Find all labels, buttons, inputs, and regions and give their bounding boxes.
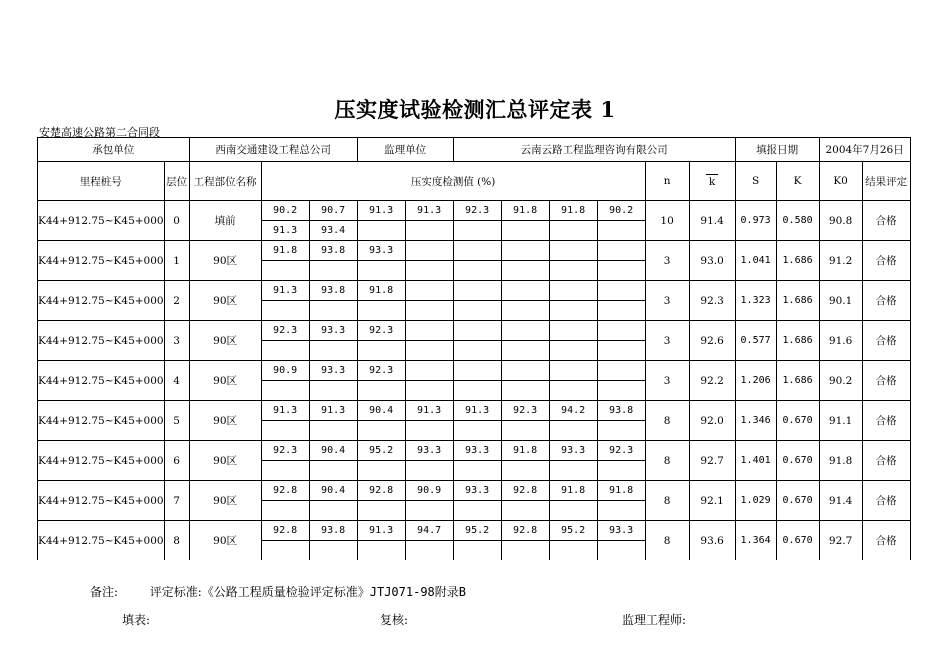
layer-cell: 6: [164, 441, 189, 481]
value-cell: [453, 501, 501, 521]
value-cell: [261, 421, 309, 441]
part-cell: 90区: [189, 361, 261, 401]
station-cell: K44+912.75~K45+000: [38, 361, 165, 401]
value-cell: [261, 261, 309, 281]
n-cell: 8: [645, 401, 689, 441]
n-cell: 3: [645, 321, 689, 361]
value-cell: [405, 501, 453, 521]
table-row: [38, 481, 911, 501]
value-cell: [501, 301, 549, 321]
k-mean-cell: 93.0: [689, 241, 735, 281]
s-cell: 1.401: [735, 441, 776, 481]
value-cell: [597, 381, 645, 401]
part-cell: 90区: [189, 521, 261, 561]
value-cell: 91.3: [453, 401, 501, 421]
station-cell: K44+912.75~K45+000: [38, 241, 165, 281]
col-layer: 层位: [164, 162, 189, 201]
result-cell: 合格: [862, 481, 910, 521]
value-cell: 92.3: [261, 321, 309, 341]
table-row: [38, 401, 911, 421]
result-cell: 合格: [862, 401, 910, 441]
value-cell: 91.8: [261, 241, 309, 261]
result-cell: 合格: [862, 521, 910, 561]
value-cell: [597, 361, 645, 381]
k-mean-cell: 93.6: [689, 521, 735, 561]
value-cell: 90.9: [261, 361, 309, 381]
value-cell: [597, 301, 645, 321]
value-cell: [501, 221, 549, 241]
value-cell: [549, 501, 597, 521]
part-cell: 90区: [189, 281, 261, 321]
value-cell: 90.9: [405, 481, 453, 501]
subtitle-prefix: 安楚高速公路第: [39, 126, 116, 139]
value-cell: [549, 361, 597, 381]
value-cell: 93.3: [309, 361, 357, 381]
station-cell: K44+912.75~K45+000: [38, 521, 165, 561]
table-row: [38, 281, 911, 301]
result-cell: 合格: [862, 321, 910, 361]
K-cell: 0.670: [776, 401, 819, 441]
layer-cell: 0: [164, 201, 189, 241]
station-cell: K44+912.75~K45+000: [38, 441, 165, 481]
value-cell: [453, 281, 501, 301]
s-cell: 1.323: [735, 281, 776, 321]
k0-cell: 91.4: [819, 481, 862, 521]
k-mean-cell: 92.6: [689, 321, 735, 361]
value-cell: [309, 461, 357, 481]
col-station: 里程桩号: [38, 162, 165, 201]
value-cell: [501, 461, 549, 481]
value-cell: [501, 241, 549, 261]
value-cell: [501, 361, 549, 381]
table-row: [38, 521, 911, 541]
s-cell: 0.577: [735, 321, 776, 361]
value-cell: [597, 261, 645, 281]
value-cell: [501, 341, 549, 361]
review-label: 复核:: [380, 613, 409, 627]
value-cell: [453, 341, 501, 361]
value-cell: 93.3: [453, 441, 501, 461]
value-cell: [453, 321, 501, 341]
value-cell: [309, 541, 357, 561]
station-cell: K44+912.75~K45+000: [38, 281, 165, 321]
K-cell: 1.686: [776, 241, 819, 281]
K-cell: 0.670: [776, 521, 819, 561]
value-cell: [549, 381, 597, 401]
s-cell: 1.041: [735, 241, 776, 281]
value-cell: [597, 321, 645, 341]
col-K: K: [776, 162, 819, 201]
value-cell: 93.8: [309, 521, 357, 541]
layer-cell: 8: [164, 521, 189, 561]
value-cell: [357, 541, 405, 561]
value-cell: [549, 301, 597, 321]
value-cell: [357, 461, 405, 481]
K-cell: 1.686: [776, 281, 819, 321]
station-cell: K44+912.75~K45+000: [38, 481, 165, 521]
value-cell: 91.8: [501, 441, 549, 461]
result-cell: 合格: [862, 241, 910, 281]
k-mean-cell: 91.4: [689, 201, 735, 241]
note-text: 评定标准:《公路工程质量检验评定标准》: [149, 585, 370, 599]
value-cell: [453, 261, 501, 281]
value-cell: 95.2: [357, 441, 405, 461]
k0-cell: 90.1: [819, 281, 862, 321]
value-cell: [405, 461, 453, 481]
value-cell: [309, 381, 357, 401]
note-code: JTJ071-98附录B: [369, 585, 466, 599]
value-cell: [261, 381, 309, 401]
value-cell: [453, 421, 501, 441]
value-cell: [405, 281, 453, 301]
value-cell: [357, 221, 405, 241]
k-mean-cell: 92.3: [689, 281, 735, 321]
k-mean-cell: 92.7: [689, 441, 735, 481]
value-cell: 93.8: [309, 241, 357, 261]
n-cell: 8: [645, 521, 689, 561]
value-cell: [309, 261, 357, 281]
value-cell: 92.3: [453, 201, 501, 221]
note-label: 备注:: [90, 585, 119, 599]
K-cell: 0.670: [776, 441, 819, 481]
subtitle-section: 二: [116, 126, 127, 139]
value-cell: [357, 341, 405, 361]
s-cell: 0.973: [735, 201, 776, 241]
value-cell: [549, 261, 597, 281]
value-cell: 91.3: [261, 221, 309, 241]
result-cell: 合格: [862, 361, 910, 401]
value-cell: 92.3: [501, 401, 549, 421]
col-values: 压实度检测值 (%): [261, 162, 645, 201]
station-cell: K44+912.75~K45+000: [38, 401, 165, 441]
value-cell: [453, 381, 501, 401]
value-cell: 92.8: [501, 481, 549, 501]
result-cell: 合格: [862, 441, 910, 481]
K-cell: 1.686: [776, 321, 819, 361]
value-cell: 93.3: [309, 321, 357, 341]
value-cell: 91.3: [261, 281, 309, 301]
value-cell: 91.8: [597, 481, 645, 501]
value-cell: 92.8: [261, 521, 309, 541]
value-cell: [597, 241, 645, 261]
value-cell: [309, 421, 357, 441]
table-row: [38, 201, 911, 221]
value-cell: 92.8: [261, 481, 309, 501]
layer-cell: 2: [164, 281, 189, 321]
date-value: 2004年7月26日: [819, 138, 910, 162]
col-n: n: [645, 162, 689, 201]
table-row: [38, 441, 911, 461]
value-cell: 91.3: [357, 521, 405, 541]
value-cell: [405, 341, 453, 361]
station-cell: K44+912.75~K45+000: [38, 201, 165, 241]
value-cell: [357, 261, 405, 281]
n-cell: 3: [645, 361, 689, 401]
k0-cell: 90.2: [819, 361, 862, 401]
s-cell: 1.364: [735, 521, 776, 561]
part-cell: 90区: [189, 321, 261, 361]
value-cell: 90.2: [597, 201, 645, 221]
value-cell: [357, 301, 405, 321]
col-k-mean: [689, 162, 735, 201]
value-cell: 91.8: [549, 201, 597, 221]
value-cell: 94.7: [405, 521, 453, 541]
note-line: [90, 583, 466, 600]
value-cell: 94.2: [549, 401, 597, 421]
value-cell: [501, 541, 549, 561]
value-cell: 91.3: [261, 401, 309, 421]
n-cell: 8: [645, 441, 689, 481]
value-cell: [549, 221, 597, 241]
result-cell: 合格: [862, 201, 910, 241]
k0-cell: 91.1: [819, 401, 862, 441]
subtitle-suffix: 合同段: [127, 126, 160, 139]
value-cell: 92.3: [357, 361, 405, 381]
value-cell: [261, 461, 309, 481]
k0-cell: 92.7: [819, 521, 862, 561]
k0-cell: 91.6: [819, 321, 862, 361]
table-row: [38, 321, 911, 341]
value-cell: [405, 421, 453, 441]
station-cell: K44+912.75~K45+000: [38, 321, 165, 361]
k0-cell: 91.2: [819, 241, 862, 281]
value-cell: 95.2: [549, 521, 597, 541]
value-cell: [453, 301, 501, 321]
k-mean-cell: 92.1: [689, 481, 735, 521]
value-cell: 90.4: [309, 441, 357, 461]
value-cell: 93.8: [597, 401, 645, 421]
value-cell: [309, 341, 357, 361]
value-cell: [501, 381, 549, 401]
part-cell: 90区: [189, 401, 261, 441]
date-label: 填报日期: [735, 138, 819, 162]
part-cell: 90区: [189, 241, 261, 281]
K-cell: 0.580: [776, 201, 819, 241]
value-cell: 91.3: [405, 401, 453, 421]
value-cell: [453, 361, 501, 381]
k0-cell: 91.8: [819, 441, 862, 481]
value-cell: 95.2: [453, 521, 501, 541]
k-mean-symbol: k: [706, 174, 718, 188]
value-cell: [597, 541, 645, 561]
value-cell: 90.4: [357, 401, 405, 421]
value-cell: 90.4: [309, 481, 357, 501]
n-cell: 3: [645, 241, 689, 281]
value-cell: [405, 261, 453, 281]
value-cell: [549, 461, 597, 481]
value-cell: 93.4: [309, 221, 357, 241]
value-cell: [261, 541, 309, 561]
col-s: S: [735, 162, 776, 201]
value-cell: [549, 341, 597, 361]
result-cell: 合格: [862, 281, 910, 321]
page-title: 压实度试验检测汇总评定表 1: [334, 97, 616, 122]
fill-label: 填表:: [122, 613, 151, 627]
n-cell: 8: [645, 481, 689, 521]
value-cell: [501, 501, 549, 521]
col-result: 结果评定: [862, 162, 910, 201]
table-row: [38, 361, 911, 381]
value-cell: 93.3: [357, 241, 405, 261]
s-cell: 1.346: [735, 401, 776, 441]
value-cell: [597, 221, 645, 241]
value-cell: 92.3: [597, 441, 645, 461]
value-cell: 92.8: [501, 521, 549, 541]
n-cell: 10: [645, 201, 689, 241]
value-cell: [453, 461, 501, 481]
value-cell: [357, 421, 405, 441]
value-cell: 90.2: [261, 201, 309, 221]
value-cell: [309, 501, 357, 521]
layer-cell: 3: [164, 321, 189, 361]
value-cell: [453, 241, 501, 261]
value-cell: [405, 241, 453, 261]
col-part: 工程部位名称: [189, 162, 261, 201]
value-cell: [597, 461, 645, 481]
k-mean-cell: 92.2: [689, 361, 735, 401]
layer-cell: 1: [164, 241, 189, 281]
value-cell: [549, 281, 597, 301]
value-cell: [261, 341, 309, 361]
value-cell: 93.3: [453, 481, 501, 501]
value-cell: [405, 541, 453, 561]
value-cell: 91.8: [549, 481, 597, 501]
value-cell: [597, 281, 645, 301]
value-cell: [261, 301, 309, 321]
value-cell: 90.7: [309, 201, 357, 221]
contractor-value: 西南交通建设工程总公司: [189, 138, 357, 162]
value-cell: [501, 281, 549, 301]
value-cell: 91.3: [309, 401, 357, 421]
value-cell: [597, 501, 645, 521]
value-cell: [501, 261, 549, 281]
k-mean-cell: 92.0: [689, 401, 735, 441]
value-cell: [501, 321, 549, 341]
value-cell: [405, 381, 453, 401]
value-cell: [549, 321, 597, 341]
value-cell: 91.3: [405, 201, 453, 221]
part-cell: 90区: [189, 481, 261, 521]
value-cell: [549, 421, 597, 441]
value-cell: [405, 301, 453, 321]
value-cell: [453, 541, 501, 561]
value-cell: [405, 321, 453, 341]
supervisor-value: 云南云路工程监理咨询有限公司: [453, 138, 735, 162]
value-cell: [453, 221, 501, 241]
value-cell: 92.3: [357, 321, 405, 341]
value-cell: [405, 221, 453, 241]
value-cell: 91.3: [357, 201, 405, 221]
value-cell: [357, 381, 405, 401]
layer-cell: 7: [164, 481, 189, 521]
value-cell: [405, 361, 453, 381]
layer-cell: 4: [164, 361, 189, 401]
table-row: [38, 241, 911, 261]
value-cell: 93.3: [549, 441, 597, 461]
part-cell: 90区: [189, 441, 261, 481]
value-cell: [549, 241, 597, 261]
n-cell: 3: [645, 281, 689, 321]
value-cell: 91.8: [501, 201, 549, 221]
value-cell: [309, 301, 357, 321]
value-cell: [597, 421, 645, 441]
K-cell: 1.686: [776, 361, 819, 401]
value-cell: [597, 341, 645, 361]
value-cell: [261, 501, 309, 521]
engineer-label: 监理工程师:: [622, 613, 687, 627]
s-cell: 1.206: [735, 361, 776, 401]
K-cell: 0.670: [776, 481, 819, 521]
contractor-label: 承包单位: [38, 138, 190, 162]
value-cell: 92.3: [261, 441, 309, 461]
k0-cell: 90.8: [819, 201, 862, 241]
layer-cell: 5: [164, 401, 189, 441]
value-cell: [549, 541, 597, 561]
s-cell: 1.029: [735, 481, 776, 521]
value-cell: [357, 501, 405, 521]
value-cell: [501, 421, 549, 441]
table-viewport: [0, 137, 950, 560]
value-cell: 92.8: [357, 481, 405, 501]
supervisor-label: 监理单位: [357, 138, 453, 162]
value-cell: 93.8: [309, 281, 357, 301]
value-cell: 93.3: [405, 441, 453, 461]
part-cell: 填前: [189, 201, 261, 241]
value-cell: 93.3: [597, 521, 645, 541]
compaction-table: [37, 137, 911, 560]
value-cell: 91.8: [357, 281, 405, 301]
col-k0: K0: [819, 162, 862, 201]
